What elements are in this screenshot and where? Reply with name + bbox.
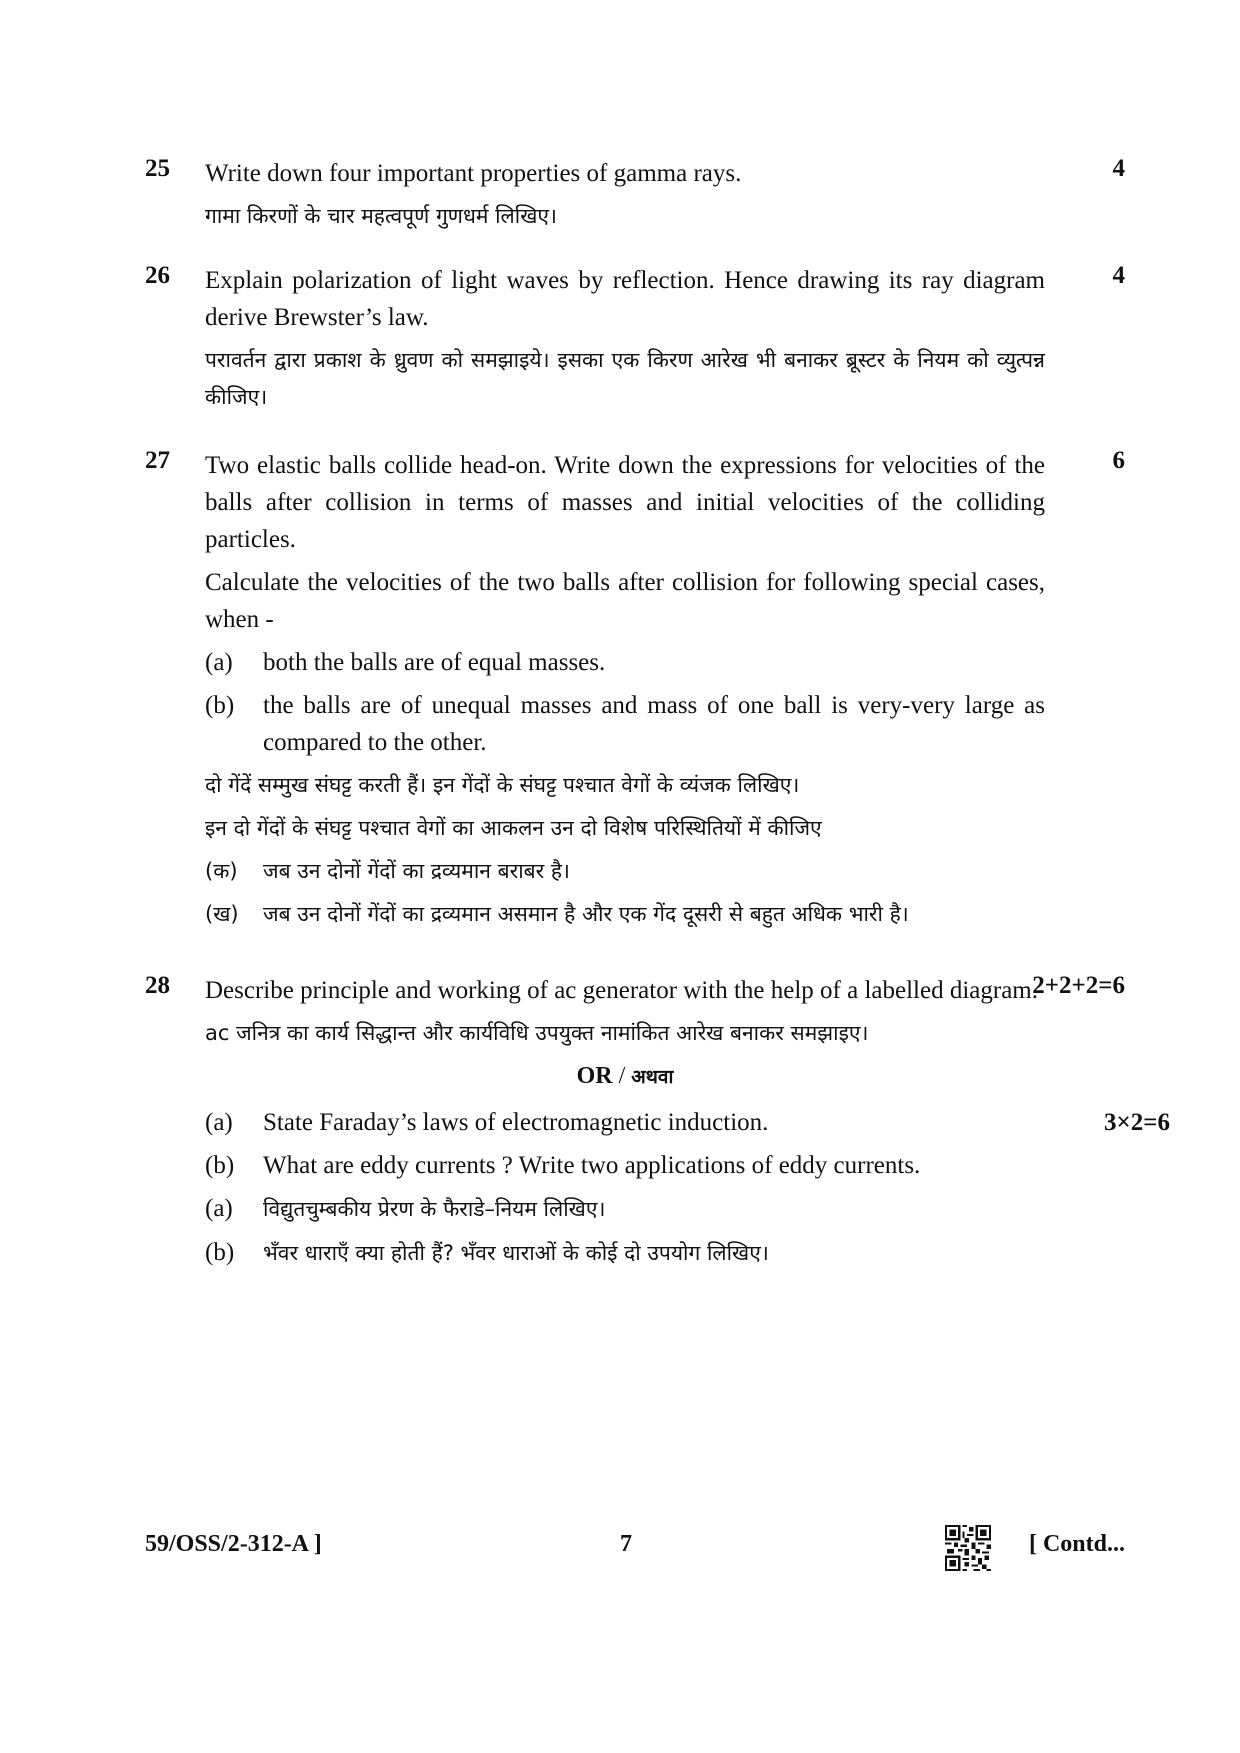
question-intro-hi-1: दो गेंदें सम्मुख संघट्ट करती हैं। इन गेंदों के संघट्ट पश्चात वेगों के व्यंजक लिखिए। bbox=[205, 773, 800, 797]
question-marks: 6 bbox=[1112, 447, 1125, 474]
sub-question-label: (a) bbox=[205, 649, 233, 676]
sub-question-a-en bbox=[205, 644, 1045, 681]
paper-code: 59/OSS/2-312-A ] bbox=[145, 1531, 322, 1557]
question-26 bbox=[145, 262, 1125, 422]
or-label-en: OR bbox=[576, 1063, 613, 1089]
or-slash: / bbox=[618, 1063, 626, 1089]
or-separator bbox=[205, 1058, 1045, 1096]
sub-question-label: (b) bbox=[205, 1152, 235, 1179]
sub-question-label: (a) bbox=[205, 1109, 233, 1136]
sub-question-text: विद्युतचुम्बकीय प्रेरण के फैराडे–नियम लिखिए। bbox=[263, 1197, 606, 1221]
sub-question-text: both the balls are of equal masses. bbox=[263, 649, 606, 676]
alt-sub-question-b-en bbox=[205, 1147, 1045, 1184]
sub-question-label: (b) bbox=[205, 692, 235, 719]
question-text-hi: परावर्तन द्वारा प्रकाश के ध्रुवण को समझाइये। इसका एक किरण आरेख भी बनाकर ब्रूस्टर के नियम को व्युत्पन्न कीजिए। bbox=[205, 348, 1045, 409]
question-intro-en: Two elastic balls collide head-on. Write down the expressions for velocities of the balls after collision in terms of masses and initial velocities of the colliding particles. bbox=[205, 452, 1045, 553]
question-27 bbox=[145, 447, 1125, 939]
sub-question-text: State Faraday’s laws of electromagnetic induction. bbox=[263, 1109, 769, 1136]
page-footer bbox=[145, 1525, 1125, 1565]
question-number: 25 bbox=[145, 155, 170, 182]
qr-code-icon bbox=[945, 1525, 991, 1571]
alt-sub-question-a-en bbox=[205, 1104, 1170, 1141]
sub-question-text: What are eddy currents ? Write two applications of eddy currents. bbox=[263, 1152, 921, 1179]
question-number: 26 bbox=[145, 262, 170, 289]
question-text-en: Describe principle and working of ac generator with the help of a labelled diagram. bbox=[205, 977, 1039, 1004]
question-marks: 2+2+2=6 bbox=[1032, 972, 1125, 999]
sub-question-label: (क) bbox=[205, 859, 238, 883]
sub-question-label: (b) bbox=[205, 1239, 235, 1266]
question-intro-hi-2: इन दो गेंदों के संघट्ट पश्चात वेगों का आकलन उन दो विशेष परिस्थितियों में कीजिए bbox=[205, 816, 822, 840]
question-text-en: Explain polarization of light waves by reflection. Hence drawing its ray diagram derive Brewster’s law. bbox=[205, 267, 1045, 331]
question-cases-intro-en: Calculate the velocities of the two balls after collision for following special cases, when - bbox=[205, 569, 1045, 633]
alt-question-marks: 3×2=6 bbox=[1104, 1109, 1170, 1136]
sub-question-text: भँवर धाराएँ क्या होती हैं? भँवर धाराओं के कोई दो उपयोग लिखिए। bbox=[263, 1241, 769, 1265]
sub-question-b-en bbox=[205, 687, 1045, 761]
or-label-hi: अथवा bbox=[631, 1066, 674, 1088]
sub-question-text: the balls are of unequal masses and mass of one ball is very-very large as compared to the other. bbox=[263, 692, 1045, 756]
question-marks: 4 bbox=[1112, 155, 1125, 182]
question-number: 28 bbox=[145, 972, 170, 999]
sub-question-text: जब उन दोनों गेंदों का द्रव्यमान बराबर है। bbox=[263, 859, 570, 883]
continued-label: [ Contd... bbox=[1028, 1531, 1125, 1557]
sub-question-label: (ख) bbox=[205, 902, 239, 926]
sub-question-text: जब उन दोनों गेंदों का द्रव्यमान असमान है और एक गेंद दूसरी से बहुत अधिक भारी है। bbox=[263, 902, 909, 926]
alt-sub-question-a-hi bbox=[205, 1190, 1045, 1228]
question-text-hi: ac जनित्र का कार्य सिद्धान्त और कार्यविधि उपयुक्त नामांकित आरेख बनाकर समझाइए। bbox=[205, 1021, 869, 1045]
question-28 bbox=[145, 972, 1170, 1278]
sub-question-ka-hi bbox=[205, 853, 1045, 890]
page-number: 7 bbox=[620, 1531, 632, 1557]
alt-sub-question-b-hi bbox=[205, 1234, 1045, 1272]
question-text-hi: गामा किरणों के चार महत्वपूर्ण गुणधर्म लिखिए। bbox=[205, 204, 557, 228]
question-25 bbox=[145, 155, 1125, 241]
question-marks: 4 bbox=[1112, 262, 1125, 289]
question-number: 27 bbox=[145, 447, 170, 474]
sub-question-label: (a) bbox=[205, 1195, 233, 1222]
sub-question-kha-hi bbox=[205, 896, 1045, 933]
question-text-en: Write down four important properties of gamma rays. bbox=[205, 160, 742, 187]
